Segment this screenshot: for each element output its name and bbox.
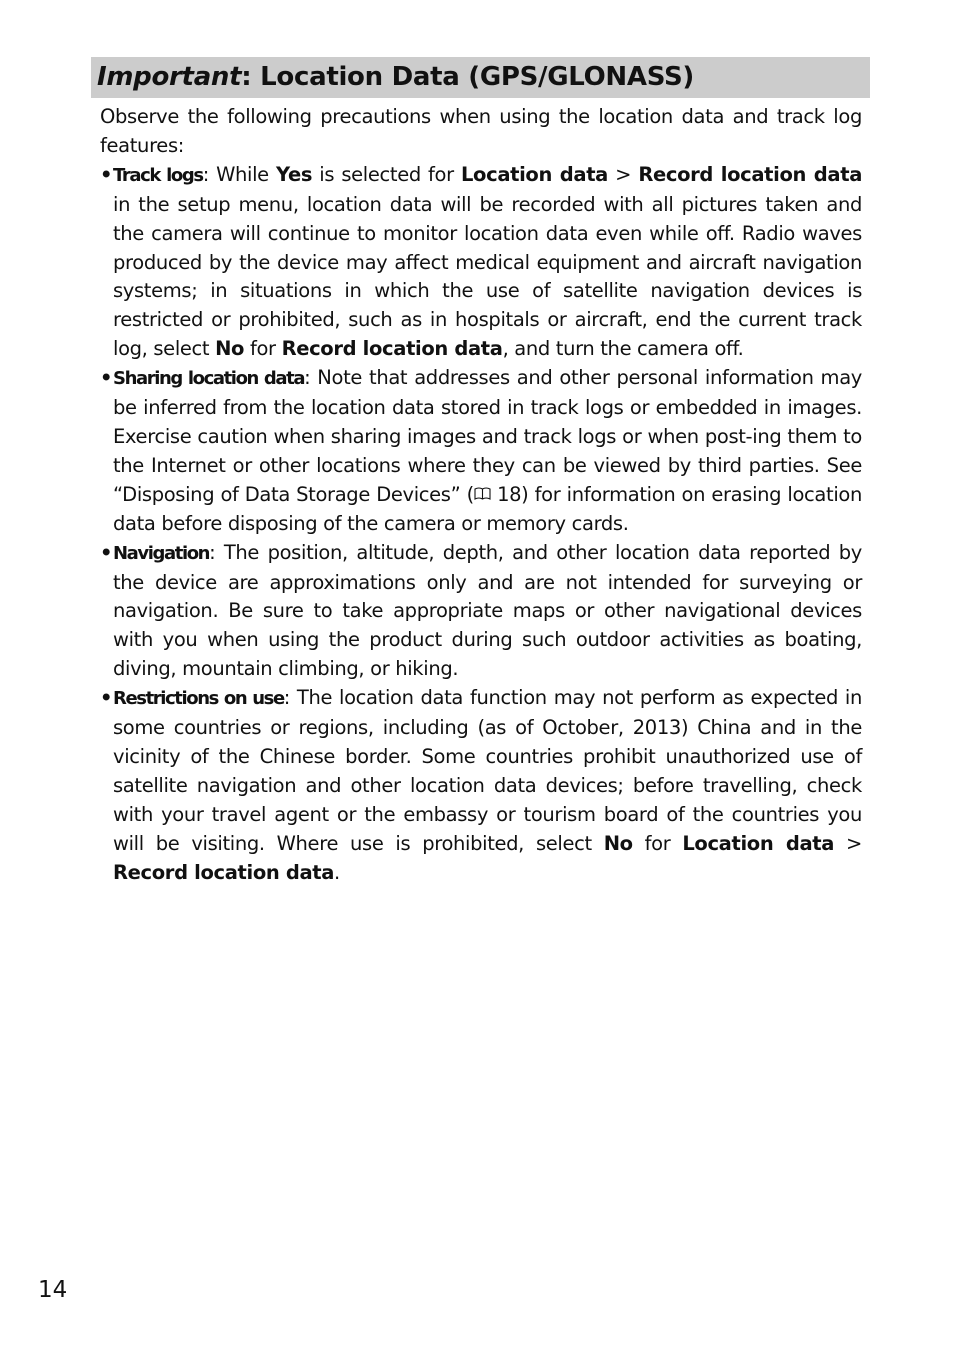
text: > (607, 162, 639, 186)
list-item-track-logs (100, 161, 862, 364)
bullet: • (100, 162, 113, 186)
text: 18) for information on erasing location data before disposing of the camera or memory cards. (113, 482, 862, 535)
page-number: 14 (38, 1277, 68, 1303)
text: in the setup menu, location data will be recorded with all pictures taken and the camera will continue to monitor location data even while off. Radio waves produced by the device may affect medical equipment and aircraft navigation systems; in situations in which the use of satellite navigation devices is restricted or prohibited, such as in hospitals or aircraft, end the current track log, select (113, 192, 862, 361)
list-item-navigation (100, 539, 862, 685)
bold-text: Record location data (638, 162, 863, 186)
text: for (244, 337, 282, 361)
list-item-restrictions (100, 684, 862, 887)
title-rest: : Location Data (GPS/GLONASS) (241, 62, 694, 92)
text: : The location data function may not perform as expected in some countries or regions, including (as of October, 2013) China and in the vicinity of the Chinese border. Some countries prohibit unauthorized use of satellite navigation and other location data devices; before travelling, check with your travel agent or the embassy or tourism board of the countries you will be visiting. Where use is prohibited, select (113, 686, 863, 855)
text: , and turn the camera off. (502, 337, 744, 361)
bullet: • (100, 686, 113, 710)
bold-text: Yes (276, 162, 313, 186)
title-emphasis: Important (97, 62, 242, 92)
bullet: • (100, 540, 113, 564)
precautions-list (100, 161, 862, 888)
item-label: Sharing location data (113, 368, 305, 390)
bullet: • (100, 366, 113, 390)
item-label: Track logs (113, 164, 203, 186)
bold-text: No (603, 831, 633, 855)
text: . (334, 860, 340, 884)
item-label: Navigation (113, 542, 210, 564)
list-item-sharing (100, 364, 862, 538)
section-title (91, 57, 870, 98)
text: > (834, 831, 862, 855)
text: : The position, altitude, depth, and other location data reported by the device are approximations only and are not intended for surveying or navigation. Be sure to take appropriate maps or other navigational devices with you when using the product during such outdoor activities as boating, diving, mountain climbing, or hiking. (113, 540, 862, 681)
bold-text: Record location data (113, 860, 335, 884)
item-label: Restrictions on use (113, 688, 284, 710)
book-icon (474, 481, 491, 510)
text: : Note that addresses and other personal information may be inferred from the location data stored in track logs or embedded in images. Exercise caution when sharing images and track logs or when post-ing them to the Internet or other locations where they can be viewed by third parties. See “Disposing of Data Storage Devices” ( (113, 366, 862, 506)
bold-text: Record location data (281, 337, 503, 361)
text: is selected for (312, 162, 461, 186)
body-content (100, 103, 862, 887)
section-header (91, 57, 870, 98)
intro-paragraph: Observe the following precautions when using the location data and track log features: (100, 105, 862, 157)
bold-text: Location data (682, 831, 835, 855)
text: : While (202, 162, 276, 186)
bold-text: Location data (460, 162, 608, 186)
bold-text: No (215, 337, 245, 361)
text: for (632, 831, 683, 855)
